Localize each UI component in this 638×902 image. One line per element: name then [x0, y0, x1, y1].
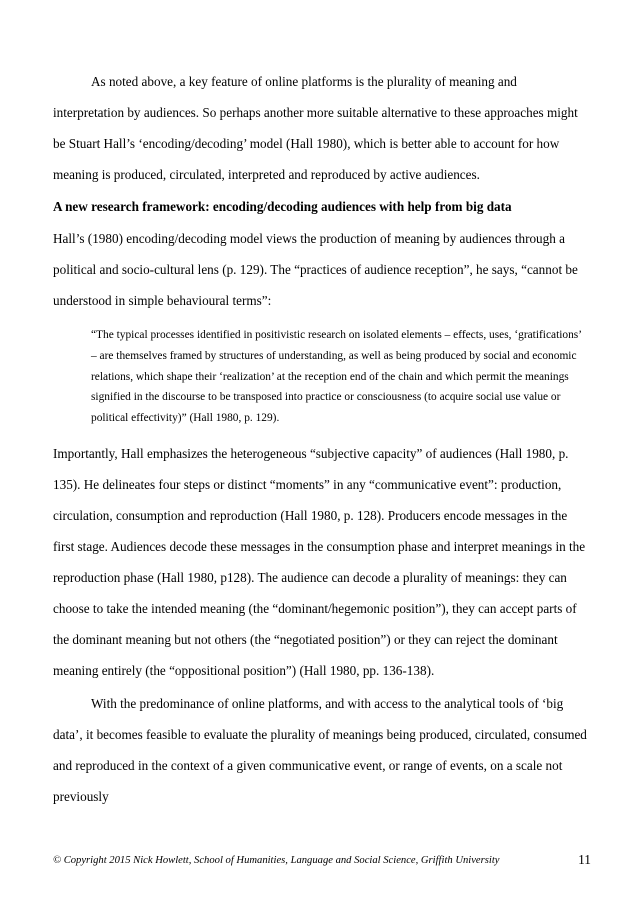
- copyright-notice: © Copyright 2015 Nick Howlett, School of Humanities, Language and Social Science, Griffith University: [53, 855, 500, 866]
- page-number: 11: [578, 852, 591, 867]
- paragraph-big-data: With the predominance of online platforms, and with access to the analytical tools of ‘big data’, it becomes feasible to evaluate the plurality of meanings being produced, circulated, consumed and reproduced in the context of a given communicative event, or range of events, on a scale not previously: [53, 695, 587, 804]
- paragraph-hall-model: Hall’s (1980) encoding/decoding model views the production of meaning by audiences through a political and socio-cultural lens (p. 129). The “practices of audience reception”, he says, “cannot be understood in simple behavioural terms”:: [53, 231, 578, 308]
- page-content: [53, 66, 591, 812]
- section-heading: A new research framework: encoding/decoding audiences with help from big data: [53, 199, 512, 214]
- page-footer: [53, 852, 591, 870]
- block-quote: “The typical processes identified in positivistic research on isolated elements – effects, uses, ‘gratifications’ – are themselves framed by structures of understanding, as well as being produced by social and economic relations, which shape their ‘realization’ at the reception end of the chain and which permit the meanings signified in the discourse to be transposed into practice or consciousness (to acquire social use value or political effectivity)” (Hall 1980, p. 129).: [91, 329, 582, 425]
- paragraph-subjective-capacity: Importantly, Hall emphasizes the heterogeneous “subjective capacity” of audiences (Hall 1980, p. 135). He delineates four steps or distinct “moments” in any “communicative event”: production, circulation, consumption and reproduction (Hall 1980, p. 128). Producers encode messages in the first stage. Audiences decode these messages in the consumption phase and interpret meanings in the reproduction phase (Hall 1980, p128). The audience can decode a plurality of meanings: they can choose to take the intended meaning (the “dominant/hegemonic position”), they can accept parts of the dominant meaning but not others (the “negotiated position”) or they can reject the dominant meaning entirely (the “oppositional position”) (Hall 1980, pp. 136-138).: [53, 445, 586, 678]
- paragraph-intro: As noted above, a key feature of online platforms is the plurality of meaning and interpretation by audiences. So perhaps another more suitable alternative to these approaches might be Stuart Hall’s ‘encoding/decoding’ model (Hall 1980), which is better able to account for how meaning is produced, circulated, interpreted and reproduced by active audiences.: [53, 74, 578, 182]
